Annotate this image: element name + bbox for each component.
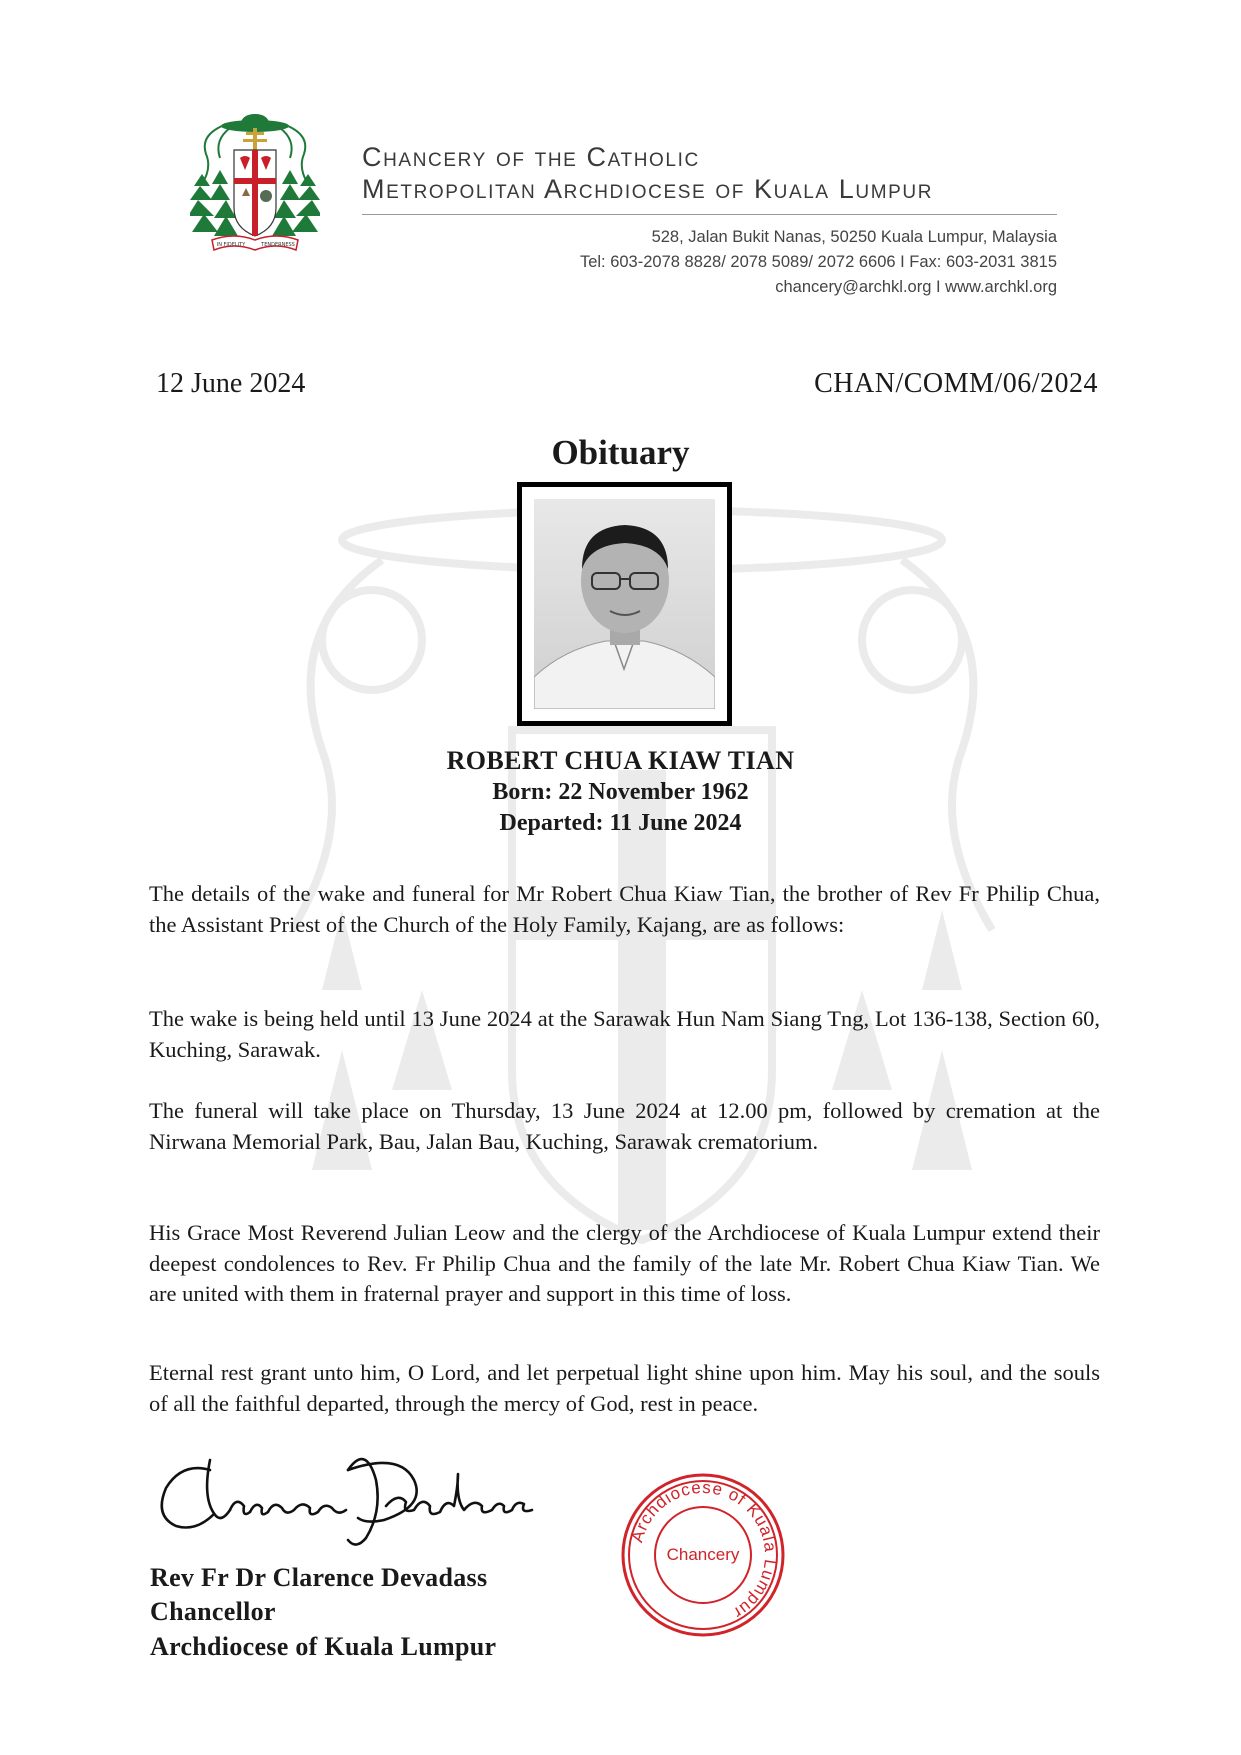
born-date: Born: 22 November 1962 [492,779,749,805]
letterhead-address: 528, Jalan Bukit Nanas, 50250 Kuala Lumpur, Malaysia [651,228,1057,246]
letterhead-phone-fax: Tel: 603-2078 8828/ 2078 5089/ 2072 6606 I Fax: 603-2031 3815 [579,253,1057,271]
org-name-line1: Chancery of the Catholic [362,142,700,172]
document-reference: CHAN/COMM/06/2024 [814,368,1098,399]
paragraph-condolences: His Grace Most Reverend Julian Leow and the clergy of the Archdiocese of Kuala Lumpur extend their deepest condolences to Rev. Fr Philip Chua and the family of the late Mr. Robert Chua Kiaw Tian. We are united with them in fraternal prayer and support in this time of loss. [149,1220,1100,1306]
letterhead-divider [362,214,1057,215]
paragraph-funeral: The funeral will take place on Thursday, 13 June 2024 at 12.00 pm, followed by cremation at the Nirwana Memorial Park, Bau, Jalan Bau, Kuching, Sarawak crematorium. [149,1098,1100,1154]
deceased-name: ROBERT CHUA KIAW TIAN [446,746,795,775]
chancery-seal-stamp [620,1472,786,1638]
portrait-photo [534,499,715,709]
stamp-ring-text: Archdiocese of Kuala Lumpur [627,1477,781,1623]
page-title: Obituary [551,433,690,472]
svg-text:TENDERNESS: TENDERNESS [261,242,295,248]
paragraph-prayer: Eternal rest grant unto him, O Lord, and let perpetual light shine upon him. May his soul, and the souls of all the faithful departed, through the mercy of God, rest in peace. [149,1360,1100,1416]
handwritten-signature [152,1440,542,1560]
signatory-title: Chancellor [150,1597,276,1626]
signatory-name: Rev Fr Dr Clarence Devadass [150,1563,488,1592]
svg-text:IN FIDELITY: IN FIDELITY [216,242,246,248]
letterhead-email-web: chancery@archkl.org I www.archkl.org [775,278,1057,296]
org-name-line2: Metropolitan Archdiocese of Kuala Lumpur [362,174,934,204]
paragraph-wake: The wake is being held until 13 June 2024 at the Sarawak Hun Nam Siang Tng, Lot 136-138, Section 60, Kuching, Sarawak. [149,1006,1100,1062]
signatory-organization: Archdiocese of Kuala Lumpur [150,1632,497,1661]
departed-date: Departed: 11 June 2024 [499,810,742,836]
document-date: 12 June 2024 [156,368,306,399]
stamp-center-text: Chancery [666,1545,740,1564]
archdiocese-crest-logo [190,112,320,274]
paragraph-intro: The details of the wake and funeral for Mr Robert Chua Kiaw Tian, the brother of Rev Fr Philip Chua, the Assistant Priest of the Church of the Holy Family, Kajang, are as follows: [149,881,1100,937]
portrait-frame [517,482,732,726]
